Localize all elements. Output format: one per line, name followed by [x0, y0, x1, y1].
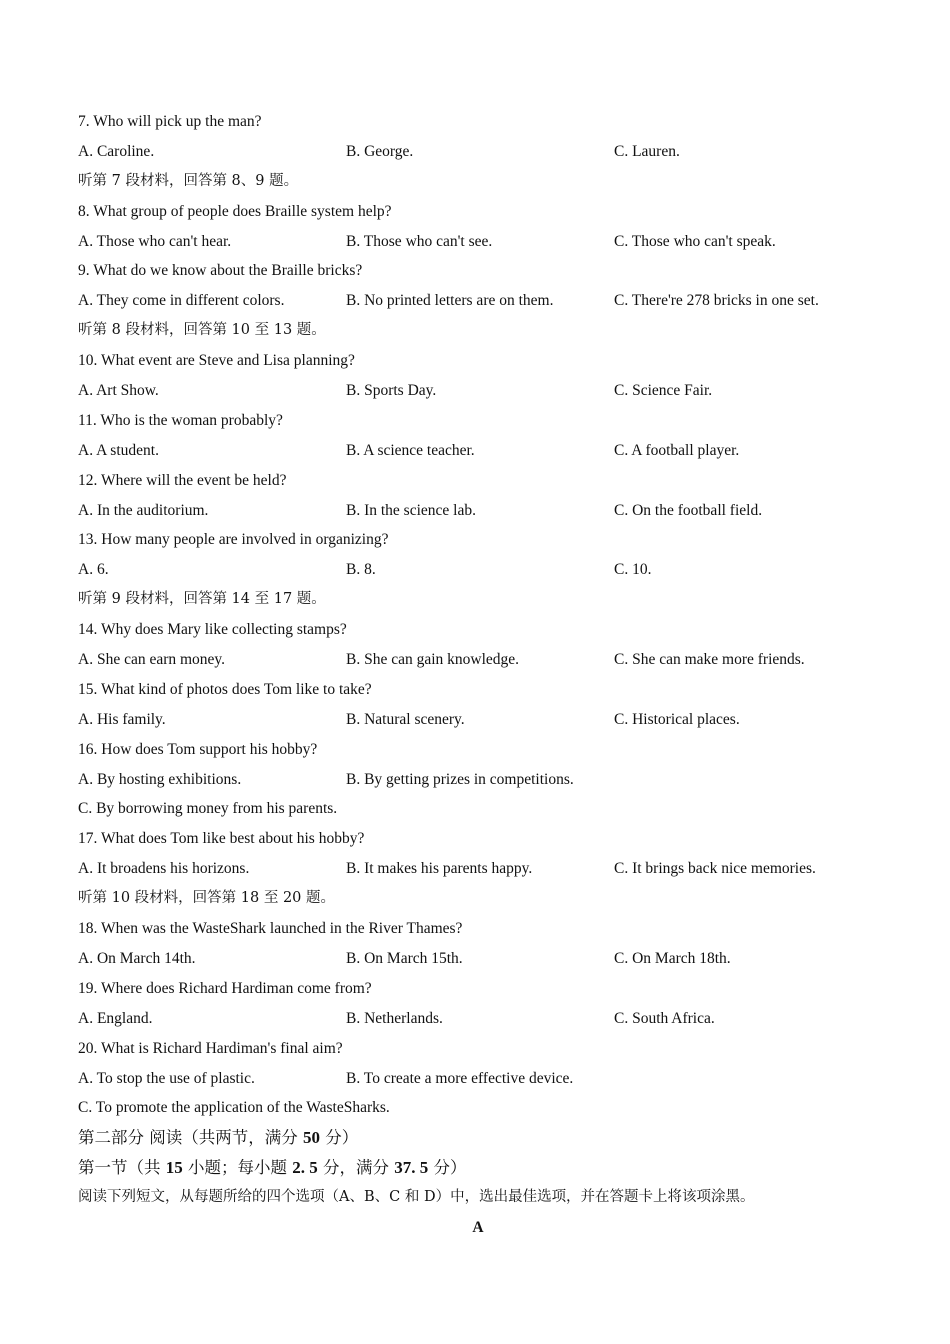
- option-c: C. Historical places.: [614, 710, 740, 728]
- option-a: A. On March 14th.: [78, 949, 196, 967]
- question-20: 20. What is Richard Hardiman's final aim?: [78, 1039, 343, 1057]
- question-12: 12. Where will the event be held?: [78, 471, 287, 489]
- option-b: B. She can gain knowledge.: [346, 651, 520, 669]
- question-14: 14. Why does Mary like collecting stamps?: [78, 621, 347, 639]
- section-one-mid1: 小题；每小题: [182, 1158, 293, 1178]
- options-20: [78, 1064, 878, 1094]
- option-b: B. A science teacher.: [346, 441, 475, 459]
- options-19: [78, 1004, 878, 1034]
- option-b: B. By getting prizes in competitions.: [346, 770, 574, 788]
- passage-label: A: [472, 1218, 484, 1236]
- options-7: [78, 137, 878, 167]
- option-c: C. To promote the application of the WasteSharks.: [78, 1099, 390, 1117]
- option-a: A. They come in different colors.: [78, 292, 285, 310]
- option-c: C. Science Fair.: [614, 382, 713, 400]
- option-b: B. Sports Day.: [346, 382, 437, 400]
- option-a: A. She can earn money.: [78, 651, 226, 669]
- option-b: B. Natural scenery.: [346, 710, 465, 728]
- section-one-post: 分）: [428, 1158, 467, 1178]
- options-9: [78, 286, 878, 316]
- option-c: C. It brings back nice memories.: [614, 860, 816, 878]
- option-a: A. To stop the use of plastic.: [78, 1069, 255, 1087]
- option-c: C. On March 18th.: [614, 949, 731, 967]
- option-a: A. In the auditorium.: [78, 501, 209, 519]
- option-b: B. To create a more effective device.: [346, 1069, 574, 1087]
- option-b: B. George.: [346, 142, 414, 160]
- instruction-section-7: 听第 7 段材料，回答第 8、9 题。: [78, 172, 299, 189]
- option-a: A. A student.: [78, 441, 159, 459]
- option-b: B. No printed letters are on them.: [346, 292, 554, 310]
- question-19: 19. Where does Richard Hardiman come from?: [78, 979, 372, 997]
- options-11: [78, 436, 878, 466]
- option-c: C. Those who can't speak.: [614, 232, 776, 250]
- question-17: 17. What does Tom like best about his hobby?: [78, 830, 365, 848]
- option-c: C. By borrowing money from his parents.: [78, 800, 338, 818]
- option-c: C. She can make more friends.: [614, 651, 805, 669]
- options-8: [78, 227, 878, 257]
- options-17: [78, 854, 878, 884]
- part-two-pre: 第二部分 阅读（共两节，满分: [78, 1128, 303, 1148]
- options-16: [78, 765, 878, 795]
- section-one-total: 37. 5: [394, 1158, 429, 1178]
- section-one-pre: 第一节（共: [78, 1158, 166, 1178]
- option-a: A. Those who can't hear.: [78, 232, 232, 250]
- option-a: A. It broadens his horizons.: [78, 860, 250, 878]
- section-one-per: 2. 5: [292, 1158, 318, 1178]
- option-b: B. In the science lab.: [346, 501, 476, 519]
- section-one-count: 15: [165, 1158, 183, 1178]
- question-16: 16. How does Tom support his hobby?: [78, 740, 318, 758]
- option-b: B. It makes his parents happy.: [346, 860, 533, 878]
- instruction-section-9: 听第 9 段材料，回答第 14 至 17 题。: [78, 591, 326, 608]
- exam-page: [78, 107, 878, 1243]
- part-two-heading: [78, 1123, 878, 1153]
- section-one-heading: [78, 1153, 878, 1183]
- option-c: C. There're 278 bricks in one set.: [614, 292, 819, 310]
- option-c: C. On the football field.: [614, 501, 763, 519]
- question-8: 8. What group of people does Braille system help?: [78, 202, 392, 220]
- question-13: 13. How many people are involved in organizing?: [78, 531, 389, 549]
- options-12: [78, 496, 878, 526]
- option-a: A. 6.: [78, 561, 109, 579]
- options-10: [78, 376, 878, 406]
- option-b: B. On March 15th.: [346, 949, 463, 967]
- question-11: 11. Who is the woman probably?: [78, 411, 283, 429]
- options-18: [78, 944, 878, 974]
- option-c: C. Lauren.: [614, 142, 680, 160]
- question-18: 18. When was the WasteShark launched in the River Thames?: [78, 920, 463, 938]
- options-15: [78, 705, 878, 735]
- option-a: A. Caroline.: [78, 142, 155, 160]
- option-c: C. A football player.: [614, 441, 740, 459]
- option-a: A. England.: [78, 1009, 153, 1027]
- part-two-post: 分）: [320, 1128, 359, 1148]
- options-13: [78, 555, 878, 585]
- part-two-score: 50: [303, 1128, 320, 1148]
- option-b: B. Those who can't see.: [346, 232, 493, 250]
- option-c: C. 10.: [614, 561, 652, 579]
- option-c: C. South Africa.: [614, 1009, 715, 1027]
- question-10: 10. What event are Steve and Lisa planning?: [78, 352, 355, 370]
- instruction-section-8: 听第 8 段材料，回答第 10 至 13 题。: [78, 322, 326, 339]
- option-a: A. Art Show.: [78, 382, 159, 400]
- option-a: A. His family.: [78, 710, 166, 728]
- option-b: B. Netherlands.: [346, 1009, 443, 1027]
- question-15: 15. What kind of photos does Tom like to take?: [78, 680, 372, 698]
- question-7: 7. Who will pick up the man?: [78, 113, 262, 130]
- reading-instruction: 阅读下列短文，从每题所给的四个选项（A、B、C 和 D）中，选出最佳选项，并在答题卡上将该项涂黑。: [78, 1189, 755, 1206]
- option-a: A. By hosting exhibitions.: [78, 770, 242, 788]
- question-9: 9. What do we know about the Braille bricks?: [78, 262, 363, 280]
- options-14: [78, 645, 878, 675]
- instruction-section-10: 听第 10 段材料，回答第 18 至 20 题。: [78, 890, 336, 907]
- option-b: B. 8.: [346, 561, 376, 579]
- section-one-mid2: 分，满分: [317, 1158, 395, 1178]
